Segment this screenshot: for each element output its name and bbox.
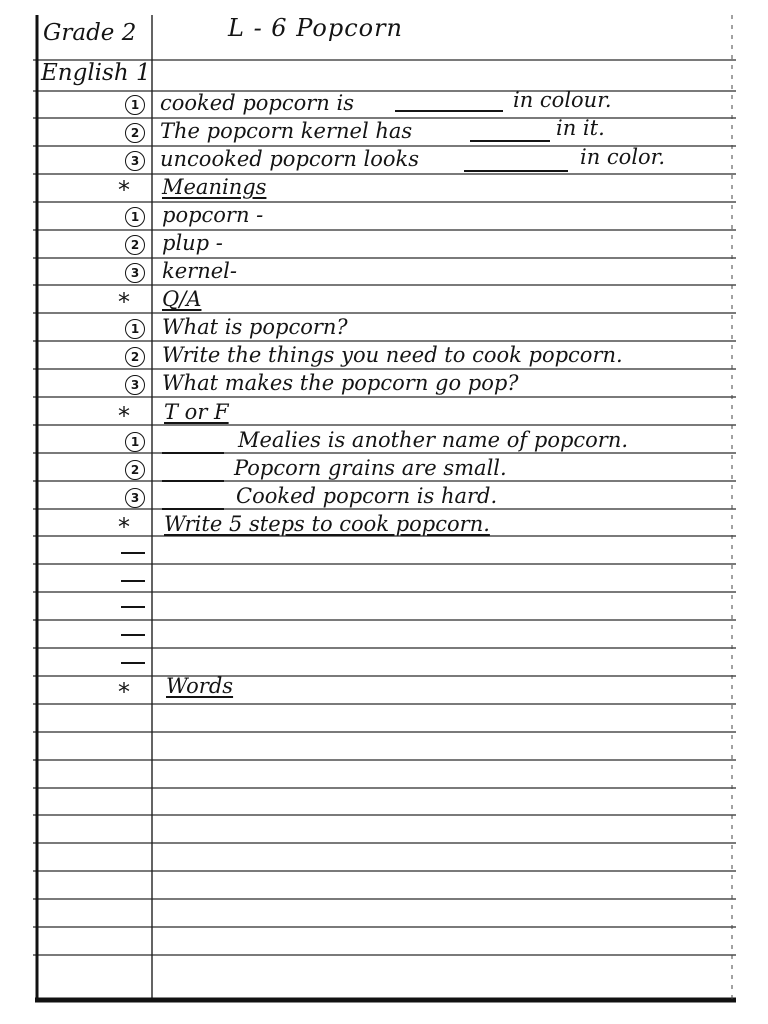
step-dash [121,634,145,636]
section-star: * [118,288,130,316]
question-number: 1 [125,207,145,227]
grade-label: Grade 2 [43,20,137,46]
blank-question-after: in color. [580,145,666,169]
step-dash [121,662,145,664]
qa-question: Write the things you need to cook popcorn. [162,343,623,367]
meaning-item: plup - [162,231,223,255]
blank-question-after: in it. [556,116,605,140]
section-star: * [118,176,130,204]
answer-blank [395,110,503,112]
question-number: 3 [125,488,145,508]
question-number: 2 [125,460,145,480]
question-number: 3 [125,375,145,395]
meaning-item: kernel- [162,259,237,283]
meaning-item: popcorn - [162,203,264,227]
step-dash [121,580,145,582]
words-heading: Words [166,674,234,698]
meanings-heading: Meanings [162,175,267,199]
step-dash [121,552,145,554]
question-number: 2 [125,235,145,255]
subject-label: English 1 [41,60,151,86]
question-number: 1 [125,432,145,452]
section-star: * [118,678,130,706]
question-number: 3 [125,151,145,171]
qa-question: What is popcorn? [162,315,348,339]
question-number: 1 [125,319,145,339]
blank-question-before: The popcorn kernel has [160,119,413,143]
steps-heading: Write 5 steps to cook popcorn. [164,512,490,536]
blank-question-before: uncooked popcorn looks [160,147,420,171]
page-title: L - 6 Popcorn [228,14,404,42]
question-number: 2 [125,123,145,143]
step-dash [121,606,145,608]
answer-blank [464,170,568,172]
answer-blank [470,140,550,142]
answer-blank [162,452,224,454]
answer-blank [162,508,224,510]
question-number: 3 [125,263,145,283]
question-number: 2 [125,347,145,367]
true-false-statement: Cooked popcorn is hard. [236,484,498,508]
qa-heading: Q/A [162,287,202,311]
section-star: * [118,513,130,541]
true-false-statement: Popcorn grains are small. [234,456,507,480]
blank-question-before: cooked popcorn is [160,91,354,115]
blank-question-after: in colour. [513,88,612,112]
true-false-statement: Mealies is another name of popcorn. [238,428,629,452]
qa-question: What makes the popcorn go pop? [162,371,519,395]
true-false-heading: T or F [164,400,229,424]
section-star: * [118,402,130,430]
answer-blank [162,480,224,482]
question-number: 1 [125,95,145,115]
